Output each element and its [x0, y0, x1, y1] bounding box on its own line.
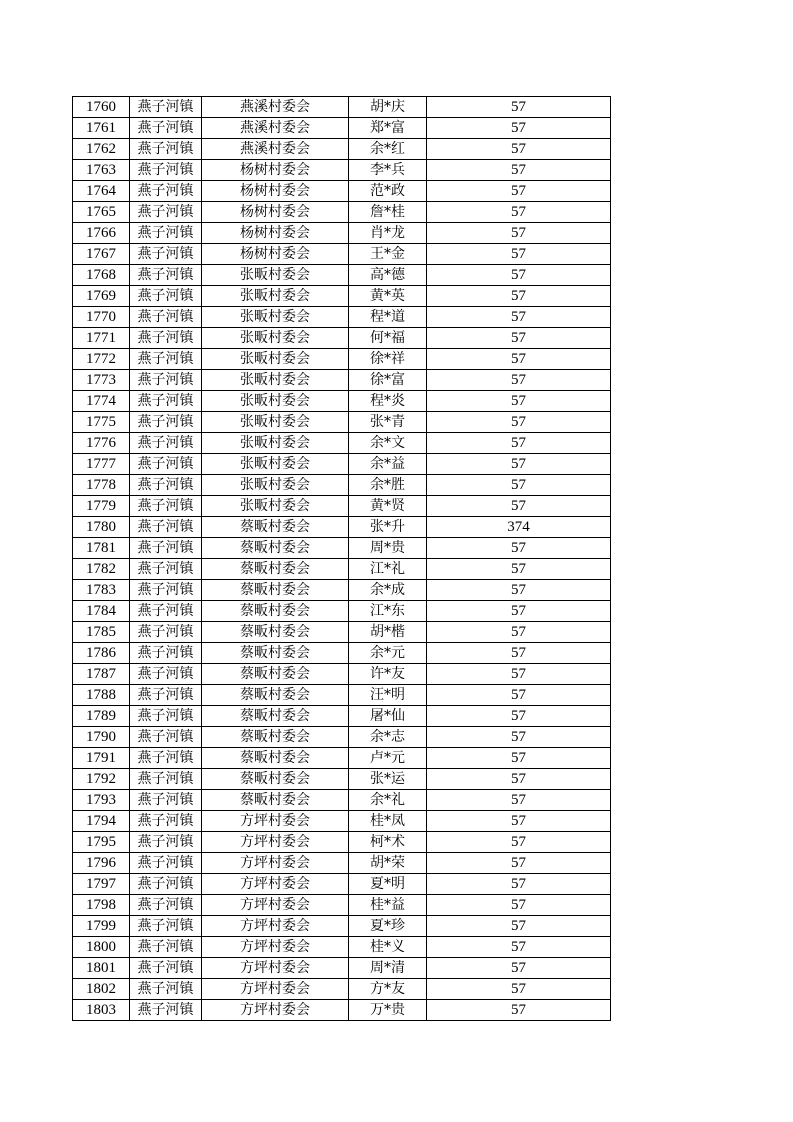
village-committee-cell: 方坪村委会 [202, 937, 349, 958]
row-number-cell: 1778 [73, 475, 130, 496]
amount-cell: 57 [427, 643, 611, 664]
village-committee-cell: 张畈村委会 [202, 265, 349, 286]
amount-cell: 57 [427, 475, 611, 496]
table-row [73, 118, 611, 139]
town-cell: 燕子河镇 [130, 496, 202, 517]
amount-cell: 57 [427, 328, 611, 349]
table-row [73, 244, 611, 265]
village-committee-cell: 张畈村委会 [202, 307, 349, 328]
row-number-cell: 1802 [73, 979, 130, 1000]
name-cell: 李*兵 [349, 160, 427, 181]
name-cell: 余*志 [349, 727, 427, 748]
table-row [73, 601, 611, 622]
village-committee-cell: 蔡畈村委会 [202, 769, 349, 790]
table-row [73, 979, 611, 1000]
village-committee-cell: 蔡畈村委会 [202, 538, 349, 559]
amount-cell: 57 [427, 1000, 611, 1021]
row-number-cell: 1793 [73, 790, 130, 811]
row-number-cell: 1781 [73, 538, 130, 559]
table-row [73, 811, 611, 832]
town-cell: 燕子河镇 [130, 937, 202, 958]
town-cell: 燕子河镇 [130, 118, 202, 139]
name-cell: 黄*英 [349, 286, 427, 307]
table-row [73, 853, 611, 874]
name-cell: 许*友 [349, 664, 427, 685]
amount-cell: 57 [427, 559, 611, 580]
town-cell: 燕子河镇 [130, 559, 202, 580]
village-committee-cell: 杨树村委会 [202, 181, 349, 202]
name-cell: 方*友 [349, 979, 427, 1000]
name-cell: 桂*凤 [349, 811, 427, 832]
town-cell: 燕子河镇 [130, 307, 202, 328]
amount-cell: 57 [427, 895, 611, 916]
name-cell: 王*金 [349, 244, 427, 265]
village-committee-cell: 方坪村委会 [202, 874, 349, 895]
row-number-cell: 1786 [73, 643, 130, 664]
amount-cell: 57 [427, 181, 611, 202]
name-cell: 周*清 [349, 958, 427, 979]
amount-cell: 57 [427, 601, 611, 622]
village-committee-cell: 蔡畈村委会 [202, 517, 349, 538]
village-committee-cell: 方坪村委会 [202, 895, 349, 916]
village-committee-cell: 张畈村委会 [202, 286, 349, 307]
table-row [73, 286, 611, 307]
town-cell: 燕子河镇 [130, 223, 202, 244]
village-committee-cell: 方坪村委会 [202, 1000, 349, 1021]
amount-cell: 57 [427, 769, 611, 790]
name-cell: 程*道 [349, 307, 427, 328]
row-number-cell: 1780 [73, 517, 130, 538]
amount-cell: 57 [427, 307, 611, 328]
village-committee-cell: 蔡畈村委会 [202, 580, 349, 601]
town-cell: 燕子河镇 [130, 580, 202, 601]
row-number-cell: 1767 [73, 244, 130, 265]
amount-cell: 57 [427, 727, 611, 748]
table-row [73, 517, 611, 538]
row-number-cell: 1795 [73, 832, 130, 853]
town-cell: 燕子河镇 [130, 790, 202, 811]
row-number-cell: 1782 [73, 559, 130, 580]
name-cell: 余*红 [349, 139, 427, 160]
amount-cell: 57 [427, 622, 611, 643]
amount-cell: 57 [427, 244, 611, 265]
name-cell: 张*青 [349, 412, 427, 433]
town-cell: 燕子河镇 [130, 853, 202, 874]
name-cell: 徐*祥 [349, 349, 427, 370]
town-cell: 燕子河镇 [130, 181, 202, 202]
table-row [73, 454, 611, 475]
amount-cell: 57 [427, 685, 611, 706]
table-row [73, 412, 611, 433]
row-number-cell: 1788 [73, 685, 130, 706]
town-cell: 燕子河镇 [130, 979, 202, 1000]
table-row [73, 160, 611, 181]
name-cell: 郑*富 [349, 118, 427, 139]
name-cell: 柯*术 [349, 832, 427, 853]
name-cell: 余*文 [349, 433, 427, 454]
name-cell: 徐*富 [349, 370, 427, 391]
amount-cell: 57 [427, 97, 611, 118]
name-cell: 夏*明 [349, 874, 427, 895]
village-committee-cell: 张畈村委会 [202, 370, 349, 391]
amount-cell: 57 [427, 391, 611, 412]
name-cell: 江*东 [349, 601, 427, 622]
village-committee-cell: 燕溪村委会 [202, 97, 349, 118]
row-number-cell: 1794 [73, 811, 130, 832]
table-row [73, 265, 611, 286]
village-committee-cell: 张畈村委会 [202, 412, 349, 433]
town-cell: 燕子河镇 [130, 391, 202, 412]
village-committee-cell: 蔡畈村委会 [202, 748, 349, 769]
table-row [73, 727, 611, 748]
row-number-cell: 1787 [73, 664, 130, 685]
row-number-cell: 1772 [73, 349, 130, 370]
table-row [73, 202, 611, 223]
village-committee-cell: 张畈村委会 [202, 349, 349, 370]
table-row [73, 391, 611, 412]
name-cell: 余*胜 [349, 475, 427, 496]
town-cell: 燕子河镇 [130, 601, 202, 622]
row-number-cell: 1771 [73, 328, 130, 349]
village-committee-cell: 杨树村委会 [202, 202, 349, 223]
village-committee-cell: 蔡畈村委会 [202, 559, 349, 580]
town-cell: 燕子河镇 [130, 664, 202, 685]
table-row [73, 937, 611, 958]
amount-cell: 57 [427, 811, 611, 832]
table-row [73, 580, 611, 601]
row-number-cell: 1763 [73, 160, 130, 181]
town-cell: 燕子河镇 [130, 370, 202, 391]
name-cell: 何*福 [349, 328, 427, 349]
row-number-cell: 1779 [73, 496, 130, 517]
village-committee-cell: 张畈村委会 [202, 391, 349, 412]
village-committee-cell: 张畈村委会 [202, 454, 349, 475]
row-number-cell: 1776 [73, 433, 130, 454]
table-row [73, 958, 611, 979]
town-cell: 燕子河镇 [130, 958, 202, 979]
table-row [73, 622, 611, 643]
name-cell: 汪*明 [349, 685, 427, 706]
amount-cell: 57 [427, 853, 611, 874]
town-cell: 燕子河镇 [130, 475, 202, 496]
row-number-cell: 1789 [73, 706, 130, 727]
town-cell: 燕子河镇 [130, 832, 202, 853]
name-cell: 肖*龙 [349, 223, 427, 244]
name-cell: 范*政 [349, 181, 427, 202]
table-row [73, 748, 611, 769]
row-number-cell: 1775 [73, 412, 130, 433]
row-number-cell: 1762 [73, 139, 130, 160]
amount-cell: 57 [427, 958, 611, 979]
amount-cell: 57 [427, 265, 611, 286]
name-cell: 胡*荣 [349, 853, 427, 874]
amount-cell: 57 [427, 286, 611, 307]
town-cell: 燕子河镇 [130, 265, 202, 286]
town-cell: 燕子河镇 [130, 706, 202, 727]
village-committee-cell: 燕溪村委会 [202, 139, 349, 160]
table-row [73, 874, 611, 895]
name-cell: 张*升 [349, 517, 427, 538]
amount-cell: 57 [427, 580, 611, 601]
town-cell: 燕子河镇 [130, 748, 202, 769]
name-cell: 万*贵 [349, 1000, 427, 1021]
town-cell: 燕子河镇 [130, 895, 202, 916]
town-cell: 燕子河镇 [130, 517, 202, 538]
town-cell: 燕子河镇 [130, 454, 202, 475]
name-cell: 周*贵 [349, 538, 427, 559]
table-row [73, 475, 611, 496]
amount-cell: 57 [427, 433, 611, 454]
village-committee-cell: 燕溪村委会 [202, 118, 349, 139]
town-cell: 燕子河镇 [130, 538, 202, 559]
row-number-cell: 1796 [73, 853, 130, 874]
town-cell: 燕子河镇 [130, 643, 202, 664]
table-row [73, 643, 611, 664]
town-cell: 燕子河镇 [130, 685, 202, 706]
town-cell: 燕子河镇 [130, 328, 202, 349]
amount-cell: 57 [427, 160, 611, 181]
name-cell: 桂*益 [349, 895, 427, 916]
village-committee-cell: 蔡畈村委会 [202, 622, 349, 643]
amount-cell: 57 [427, 118, 611, 139]
amount-cell: 57 [427, 496, 611, 517]
town-cell: 燕子河镇 [130, 622, 202, 643]
row-number-cell: 1764 [73, 181, 130, 202]
row-number-cell: 1803 [73, 1000, 130, 1021]
row-number-cell: 1765 [73, 202, 130, 223]
town-cell: 燕子河镇 [130, 1000, 202, 1021]
village-committee-cell: 方坪村委会 [202, 916, 349, 937]
name-cell: 卢*元 [349, 748, 427, 769]
amount-cell: 374 [427, 517, 611, 538]
row-number-cell: 1783 [73, 580, 130, 601]
row-number-cell: 1766 [73, 223, 130, 244]
village-committee-cell: 蔡畈村委会 [202, 643, 349, 664]
row-number-cell: 1769 [73, 286, 130, 307]
town-cell: 燕子河镇 [130, 916, 202, 937]
name-cell: 余*成 [349, 580, 427, 601]
amount-cell: 57 [427, 706, 611, 727]
name-cell: 余*礼 [349, 790, 427, 811]
village-committee-cell: 杨树村委会 [202, 244, 349, 265]
village-committee-cell: 方坪村委会 [202, 832, 349, 853]
name-cell: 余*元 [349, 643, 427, 664]
town-cell: 燕子河镇 [130, 874, 202, 895]
town-cell: 燕子河镇 [130, 727, 202, 748]
table-row [73, 181, 611, 202]
row-number-cell: 1784 [73, 601, 130, 622]
amount-cell: 57 [427, 412, 611, 433]
amount-cell: 57 [427, 349, 611, 370]
town-cell: 燕子河镇 [130, 139, 202, 160]
village-committee-cell: 张畈村委会 [202, 328, 349, 349]
row-number-cell: 1792 [73, 769, 130, 790]
name-cell: 程*炎 [349, 391, 427, 412]
name-cell: 胡*庆 [349, 97, 427, 118]
table-row [73, 664, 611, 685]
village-committee-cell: 蔡畈村委会 [202, 685, 349, 706]
amount-cell: 57 [427, 223, 611, 244]
table-row [73, 370, 611, 391]
village-committee-cell: 方坪村委会 [202, 979, 349, 1000]
town-cell: 燕子河镇 [130, 412, 202, 433]
town-cell: 燕子河镇 [130, 286, 202, 307]
name-cell: 夏*珍 [349, 916, 427, 937]
town-cell: 燕子河镇 [130, 202, 202, 223]
row-number-cell: 1800 [73, 937, 130, 958]
row-number-cell: 1791 [73, 748, 130, 769]
table-row [73, 538, 611, 559]
table-row [73, 307, 611, 328]
row-number-cell: 1785 [73, 622, 130, 643]
row-number-cell: 1801 [73, 958, 130, 979]
table-row [73, 328, 611, 349]
table-row [73, 496, 611, 517]
village-committee-cell: 方坪村委会 [202, 853, 349, 874]
amount-cell: 57 [427, 454, 611, 475]
name-cell: 张*运 [349, 769, 427, 790]
table-row [73, 433, 611, 454]
row-number-cell: 1768 [73, 265, 130, 286]
amount-cell: 57 [427, 874, 611, 895]
amount-cell: 57 [427, 538, 611, 559]
row-number-cell: 1790 [73, 727, 130, 748]
town-cell: 燕子河镇 [130, 160, 202, 181]
amount-cell: 57 [427, 202, 611, 223]
row-number-cell: 1773 [73, 370, 130, 391]
amount-cell: 57 [427, 937, 611, 958]
village-committee-cell: 张畈村委会 [202, 475, 349, 496]
village-committee-cell: 方坪村委会 [202, 958, 349, 979]
amount-cell: 57 [427, 748, 611, 769]
table-row [73, 1000, 611, 1021]
village-committee-cell: 蔡畈村委会 [202, 790, 349, 811]
amount-cell: 57 [427, 916, 611, 937]
village-committee-cell: 杨树村委会 [202, 223, 349, 244]
table-row [73, 832, 611, 853]
row-number-cell: 1799 [73, 916, 130, 937]
table-row [73, 916, 611, 937]
row-number-cell: 1761 [73, 118, 130, 139]
name-cell: 江*礼 [349, 559, 427, 580]
amount-cell: 57 [427, 664, 611, 685]
table-body [73, 97, 611, 1021]
town-cell: 燕子河镇 [130, 97, 202, 118]
amount-cell: 57 [427, 979, 611, 1000]
table-row [73, 559, 611, 580]
name-cell: 胡*楷 [349, 622, 427, 643]
town-cell: 燕子河镇 [130, 433, 202, 454]
village-committee-cell: 蔡畈村委会 [202, 664, 349, 685]
town-cell: 燕子河镇 [130, 811, 202, 832]
village-committee-cell: 杨树村委会 [202, 160, 349, 181]
row-number-cell: 1760 [73, 97, 130, 118]
table-row [73, 97, 611, 118]
name-cell: 詹*桂 [349, 202, 427, 223]
village-committee-cell: 张畈村委会 [202, 496, 349, 517]
name-cell: 屠*仙 [349, 706, 427, 727]
village-committee-cell: 蔡畈村委会 [202, 601, 349, 622]
name-cell: 高*德 [349, 265, 427, 286]
village-committee-cell: 方坪村委会 [202, 811, 349, 832]
table-row [73, 790, 611, 811]
village-committee-cell: 蔡畈村委会 [202, 727, 349, 748]
row-number-cell: 1798 [73, 895, 130, 916]
village-committee-cell: 张畈村委会 [202, 433, 349, 454]
table-row [73, 685, 611, 706]
row-number-cell: 1770 [73, 307, 130, 328]
row-number-cell: 1774 [73, 391, 130, 412]
table-row [73, 895, 611, 916]
name-cell: 余*益 [349, 454, 427, 475]
table-row [73, 769, 611, 790]
table-row [73, 139, 611, 160]
amount-cell: 57 [427, 370, 611, 391]
table-row [73, 223, 611, 244]
amount-cell: 57 [427, 790, 611, 811]
name-cell: 黄*贤 [349, 496, 427, 517]
town-cell: 燕子河镇 [130, 349, 202, 370]
town-cell: 燕子河镇 [130, 244, 202, 265]
table-row [73, 706, 611, 727]
amount-cell: 57 [427, 832, 611, 853]
village-committee-cell: 蔡畈村委会 [202, 706, 349, 727]
row-number-cell: 1777 [73, 454, 130, 475]
town-cell: 燕子河镇 [130, 769, 202, 790]
row-number-cell: 1797 [73, 874, 130, 895]
name-cell: 桂*义 [349, 937, 427, 958]
table-row [73, 349, 611, 370]
data-table [72, 96, 611, 1021]
amount-cell: 57 [427, 139, 611, 160]
